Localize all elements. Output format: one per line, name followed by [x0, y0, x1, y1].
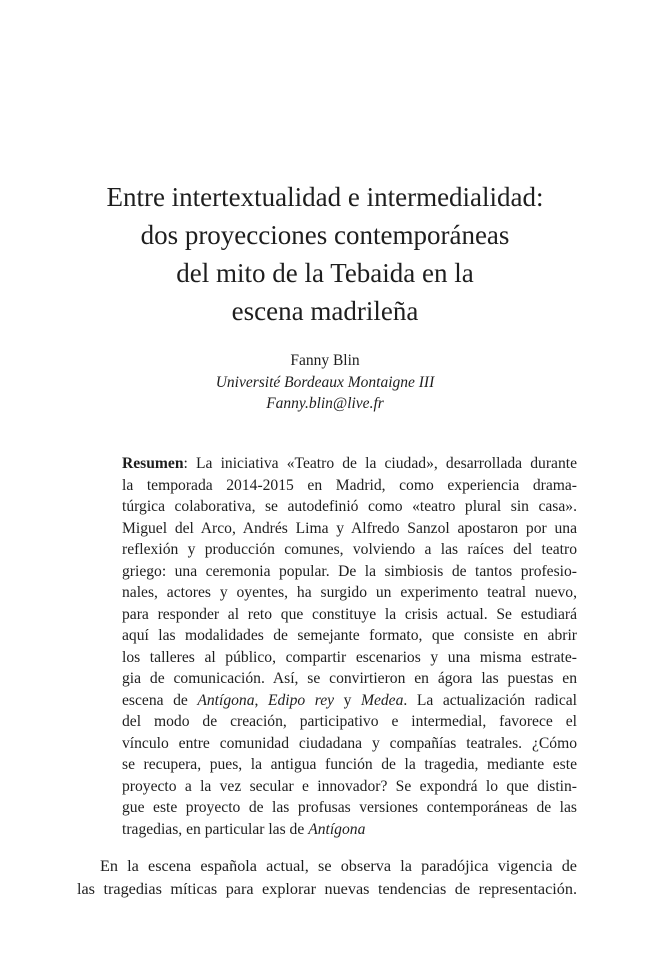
separator: ,: [254, 691, 268, 709]
body-paragraph: [77, 855, 577, 901]
abstract-line: se recupera, pues, la antigua función de la tragedia, mediante este: [122, 756, 577, 773]
abstract-line: aquí las modalidades de semejante formato, que consiste en abrir: [122, 627, 577, 644]
line-suffix: . La actualización radical: [403, 691, 578, 709]
work-title-antigona: Antígona: [308, 820, 366, 838]
abstract-line-1-text: : La iniciativa «Teatro de la ciudad», desarrollada durante: [183, 455, 577, 472]
title-line-2: dos proyecciones contemporáneas: [140, 220, 510, 250]
work-title-medea: Medea: [360, 691, 404, 709]
abstract-line: para responder al reto que constituye la crisis actual. Se estudiará: [122, 605, 577, 623]
abstract-line: túrgica colaborativa, se autodefinió como «teatro plural sin casa».: [122, 498, 577, 515]
abstract-label: Resumen: [122, 455, 184, 472]
abstract-line: proyecto a la vez secular e innovador? Se expondrá lo que distin-: [122, 777, 577, 795]
body-line: En la escena española actual, se observa la paradójica vigencia de: [100, 857, 577, 875]
abstract-line: vínculo entre comunidad ciudadana y compañías teatrales. ¿Cómo: [122, 734, 577, 752]
body-line: las tragedias míticas para explorar nuevas tendencias de representación.: [77, 880, 577, 898]
abstract: [122, 453, 577, 840]
author-email: Fanny.blin@live.fr: [266, 395, 384, 412]
author-name: Fanny Blin: [290, 352, 360, 369]
abstract-line-1: [122, 453, 577, 475]
title-line-1: Entre intertextualidad e intermedialidad:: [106, 182, 544, 212]
abstract-line: la temporada 2014-2015 en Madrid, como experiencia drama-: [122, 476, 577, 494]
abstract-line-with-titles: [122, 690, 577, 712]
author-affiliation: Université Bordeaux Montaigne III: [215, 373, 435, 391]
abstract-line: Miguel del Arco, Andrés Lima y Alfredo Sanzol apostaron por una: [122, 519, 577, 537]
abstract-last-line: [122, 819, 577, 841]
abstract-line: del modo de creación, participativo e intermedial, favorece el: [122, 713, 577, 730]
abstract-line: gia de comunicación. Así, se convirtieron en ágora las puestas en: [122, 670, 577, 687]
author-info: [100, 350, 550, 415]
line-prefix: escena de: [122, 691, 198, 709]
abstract-line: griego: una ceremonia popular. De la simbiosis de tantos profesio-: [122, 562, 577, 580]
abstract-line: los talleres al público, compartir escenarios y una misma estrate-: [122, 648, 577, 666]
abstract-line: gue este proyecto de las profusas versiones contemporáneas de las: [122, 799, 577, 816]
article-title: [40, 178, 610, 330]
abstract-line: reflexión y producción comunes, volviendo a las raíces del teatro: [122, 541, 577, 558]
work-title-antigona: Antígona: [197, 691, 255, 709]
work-title-edipo-rey: Edipo rey: [267, 691, 335, 709]
title-line-4: escena madrileña: [231, 296, 419, 326]
line-prefix: tragedias, en particular las de: [122, 820, 309, 838]
separator: y: [334, 691, 361, 709]
abstract-line: nales, actores y oyentes, ha surgido un experimento teatral nuevo,: [122, 584, 577, 601]
title-line-3: del mito de la Tebaida en la: [176, 258, 474, 288]
